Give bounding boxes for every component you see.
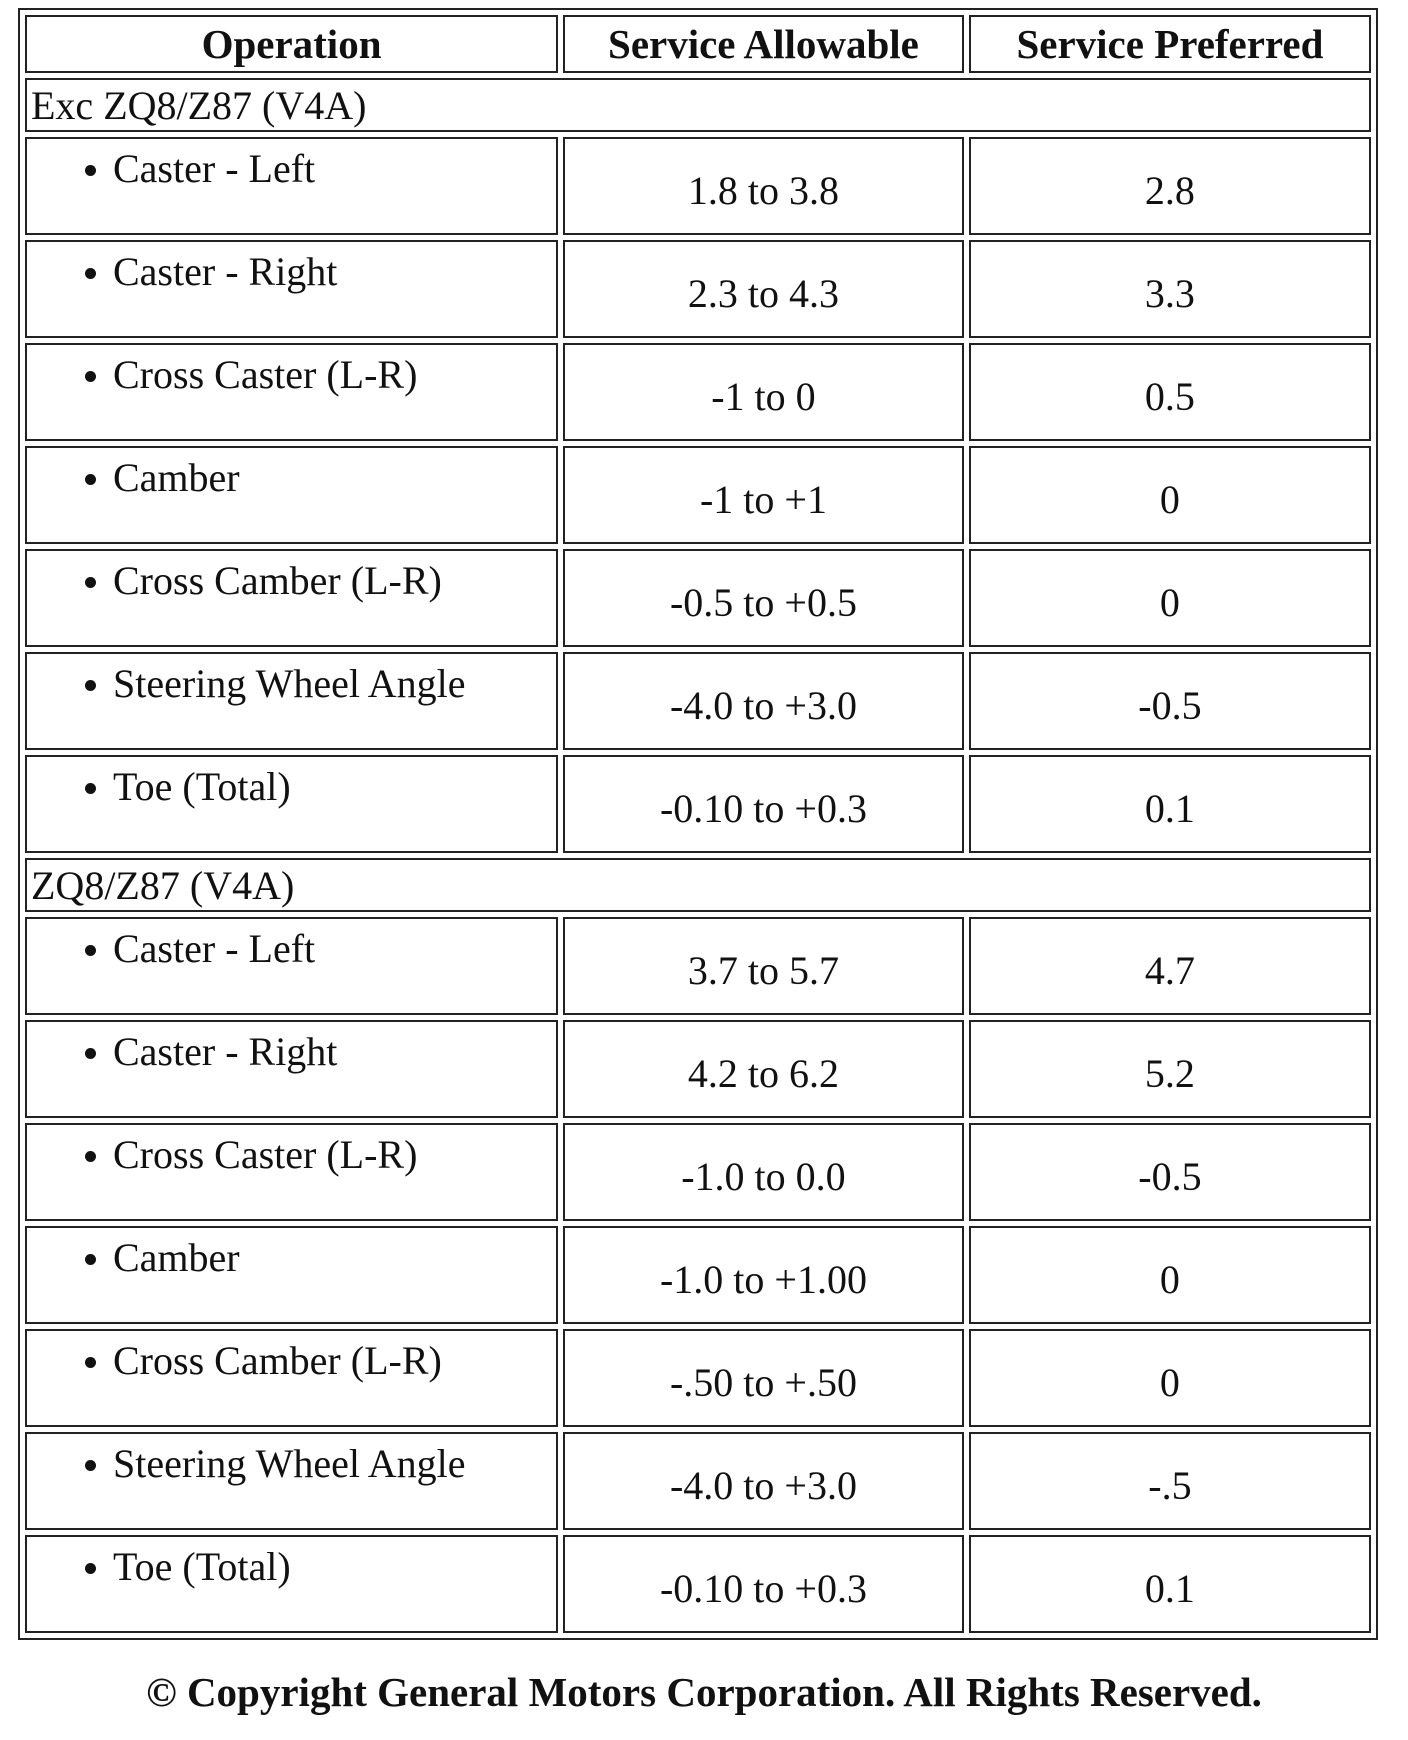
table-row <box>25 137 1371 235</box>
operation-cell <box>25 240 558 338</box>
service-preferred-cell: 0.1 <box>969 755 1371 853</box>
service-preferred-cell: -.5 <box>969 1432 1371 1530</box>
service-preferred-cell: 0.5 <box>969 343 1371 441</box>
service-allowable-cell: -.50 to +.50 <box>563 1329 964 1427</box>
operation-cell <box>25 343 558 441</box>
bullet-icon <box>85 371 96 382</box>
operation-label: Cross Camber (L-R) <box>113 558 442 603</box>
table-row <box>25 1535 1371 1633</box>
table-row <box>25 446 1371 544</box>
table-row <box>25 755 1371 853</box>
operation-label: Caster - Left <box>113 926 316 971</box>
operation-cell <box>25 917 558 1015</box>
bullet-icon <box>85 1254 96 1265</box>
operation-cell <box>25 549 558 647</box>
service-allowable-cell: -1 to 0 <box>563 343 964 441</box>
bullet-icon <box>85 577 96 588</box>
service-allowable-cell: 3.7 to 5.7 <box>563 917 964 1015</box>
table-row <box>25 343 1371 441</box>
bullet-icon <box>85 1357 96 1368</box>
bullet-icon <box>85 680 96 691</box>
bullet-icon <box>85 1460 96 1471</box>
service-preferred-cell: 5.2 <box>969 1020 1371 1118</box>
service-preferred-cell: 0 <box>969 446 1371 544</box>
operation-label: Steering Wheel Angle <box>113 661 466 706</box>
bullet-icon <box>85 945 96 956</box>
bullet-icon <box>85 268 96 279</box>
service-allowable-cell: -1.0 to 0.0 <box>563 1123 964 1221</box>
service-preferred-cell: 4.7 <box>969 917 1371 1015</box>
bullet-icon <box>85 1151 96 1162</box>
table-body <box>25 78 1371 1633</box>
header-row <box>25 15 1371 73</box>
service-allowable-cell: -0.5 to +0.5 <box>563 549 964 647</box>
service-preferred-cell: -0.5 <box>969 1123 1371 1221</box>
service-allowable-cell: -0.10 to +0.3 <box>563 1535 964 1633</box>
service-preferred-cell: 0 <box>969 1329 1371 1427</box>
service-preferred-cell: 0 <box>969 1226 1371 1324</box>
operation-cell <box>25 1535 558 1633</box>
header-service-allowable: Service Allowable <box>563 15 964 73</box>
table-row <box>25 1432 1371 1530</box>
table-row <box>25 917 1371 1015</box>
service-preferred-cell: -0.5 <box>969 652 1371 750</box>
service-preferred-cell: 2.8 <box>969 137 1371 235</box>
copyright-notice: © Copyright General Motors Corporation. All Rights Reserved. <box>146 1669 1262 1715</box>
operation-cell <box>25 137 558 235</box>
section-title: ZQ8/Z87 (V4A) <box>25 858 1371 912</box>
operation-label: Toe (Total) <box>113 1544 291 1589</box>
bullet-icon <box>85 1048 96 1059</box>
service-preferred-cell: 0.1 <box>969 1535 1371 1633</box>
operation-cell <box>25 446 558 544</box>
operation-cell <box>25 755 558 853</box>
operation-cell <box>25 652 558 750</box>
operation-label: Caster - Left <box>113 146 316 191</box>
service-allowable-cell: -4.0 to +3.0 <box>563 652 964 750</box>
service-allowable-cell: 4.2 to 6.2 <box>563 1020 964 1118</box>
operation-label: Cross Caster (L-R) <box>113 1132 418 1177</box>
table-row <box>25 652 1371 750</box>
operation-label: Caster - Right <box>113 249 338 294</box>
table-row <box>25 549 1371 647</box>
bullet-icon <box>85 1563 96 1574</box>
alignment-spec-table <box>18 8 1378 1640</box>
service-allowable-cell: 1.8 to 3.8 <box>563 137 964 235</box>
service-allowable-cell: -1.0 to +1.00 <box>563 1226 964 1324</box>
operation-cell <box>25 1226 558 1324</box>
service-preferred-cell: 3.3 <box>969 240 1371 338</box>
service-allowable-cell: -1 to +1 <box>563 446 964 544</box>
service-allowable-cell: -0.10 to +0.3 <box>563 755 964 853</box>
table-row <box>25 1020 1371 1118</box>
section-row <box>25 858 1371 912</box>
operation-cell <box>25 1329 558 1427</box>
operation-label: Steering Wheel Angle <box>113 1441 466 1486</box>
table-row <box>25 1123 1371 1221</box>
service-allowable-cell: 2.3 to 4.3 <box>563 240 964 338</box>
bullet-icon <box>85 165 96 176</box>
table-row <box>25 1329 1371 1427</box>
section-title: Exc ZQ8/Z87 (V4A) <box>25 78 1371 132</box>
bullet-icon <box>85 783 96 794</box>
operation-label: Camber <box>113 455 240 500</box>
operation-label: Camber <box>113 1235 240 1280</box>
operation-label: Toe (Total) <box>113 764 291 809</box>
operation-label: Caster - Right <box>113 1029 338 1074</box>
operation-cell <box>25 1020 558 1118</box>
operation-label: Cross Camber (L-R) <box>113 1338 442 1383</box>
service-allowable-cell: -4.0 to +3.0 <box>563 1432 964 1530</box>
operation-cell <box>25 1432 558 1530</box>
bullet-icon <box>85 474 96 485</box>
table-row <box>25 240 1371 338</box>
section-row <box>25 78 1371 132</box>
header-service-preferred: Service Preferred <box>969 15 1371 73</box>
operation-cell <box>25 1123 558 1221</box>
operation-label: Cross Caster (L-R) <box>113 352 418 397</box>
service-preferred-cell: 0 <box>969 549 1371 647</box>
header-operation: Operation <box>25 15 558 73</box>
table-row <box>25 1226 1371 1324</box>
